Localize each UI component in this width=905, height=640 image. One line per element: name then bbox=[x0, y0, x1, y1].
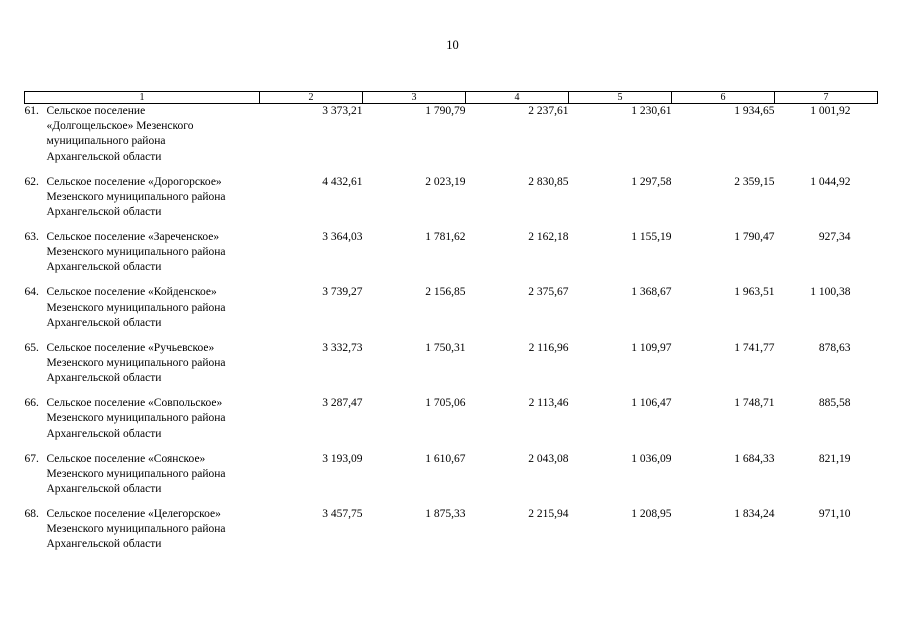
table-row bbox=[25, 175, 878, 230]
value-cell-col-2: 3 193,09 bbox=[322, 452, 363, 465]
column-header: 1 bbox=[25, 92, 260, 104]
settlement-name-line: муниципального района bbox=[46, 135, 166, 148]
table-row bbox=[25, 285, 878, 340]
value-cell-col-5: 1 155,19 bbox=[631, 230, 672, 243]
value-cell-col-7: 821,19 bbox=[818, 452, 851, 465]
settlement-name-line: Мезенского муниципального района bbox=[46, 190, 226, 203]
table-row bbox=[25, 452, 878, 507]
settlement-name-line: Сельское поселение «Ручьевское» bbox=[46, 341, 215, 354]
row-number: 64. bbox=[24, 286, 39, 299]
value-cell-col-2: 3 364,03 bbox=[322, 230, 363, 243]
value-cell-col-5: 1 106,47 bbox=[631, 397, 672, 410]
table-body bbox=[25, 104, 878, 563]
settlement-name-line: Мезенского муниципального района bbox=[46, 356, 226, 369]
page-number: 10 bbox=[446, 38, 459, 52]
settlement-name bbox=[47, 507, 260, 553]
value-cell-col-4: 2 116,96 bbox=[528, 341, 569, 354]
settlement-name-cell bbox=[25, 396, 260, 451]
value-cell-col-2: 3 287,47 bbox=[322, 397, 363, 410]
settlement-name-line: Архангельской области bbox=[46, 372, 162, 385]
value-cell-col-5: 1 208,95 bbox=[631, 507, 672, 520]
value-cell-col-7: 971,10 bbox=[818, 507, 851, 520]
table-row bbox=[25, 230, 878, 285]
value-cell-col-4: 2 830,85 bbox=[528, 175, 569, 188]
settlement-name-line: Мезенского муниципального района bbox=[46, 412, 226, 425]
column-header: 5 bbox=[569, 92, 672, 104]
value-cell-col-3: 2 156,85 bbox=[425, 286, 466, 299]
row-number: 65. bbox=[24, 341, 39, 354]
value-cell-col-3: 1 875,33 bbox=[425, 507, 466, 520]
settlement-name-cell bbox=[25, 104, 260, 175]
settlement-name-line: Сельское поселение «Соянское» bbox=[46, 452, 206, 465]
value-cell-col-3: 1 750,31 bbox=[425, 341, 466, 354]
settlement-name-line: Сельское поселение «Койденское» bbox=[46, 286, 217, 299]
settlement-name-line: Сельское поселение bbox=[46, 105, 146, 117]
value-cell-col-3: 1 781,62 bbox=[425, 230, 466, 243]
settlement-name bbox=[47, 175, 260, 221]
value-cell-col-4: 2 162,18 bbox=[528, 230, 569, 243]
settlement-name-line: Архангельской области bbox=[46, 482, 162, 495]
value-cell-col-5: 1 109,97 bbox=[631, 341, 672, 354]
column-header: 7 bbox=[775, 92, 878, 104]
row-number: 61. bbox=[24, 105, 39, 117]
table-row bbox=[25, 507, 878, 562]
value-cell-col-4: 2 043,08 bbox=[528, 452, 569, 465]
column-header: 4 bbox=[466, 92, 569, 104]
value-cell-col-7: 1 001,92 bbox=[810, 105, 851, 117]
row-number: 63. bbox=[24, 230, 39, 243]
value-cell-col-6: 1 963,51 bbox=[734, 286, 775, 299]
value-cell-col-5: 1 036,09 bbox=[631, 452, 672, 465]
row-number: 68. bbox=[24, 507, 39, 520]
value-cell-col-2: 3 457,75 bbox=[322, 507, 363, 520]
value-cell-col-6: 1 741,77 bbox=[734, 341, 775, 354]
settlement-name-line: Архангельской области bbox=[46, 261, 162, 274]
value-cell-col-6: 1 834,24 bbox=[734, 507, 775, 520]
settlement-name bbox=[47, 452, 260, 498]
settlement-name-line: Мезенского муниципального района bbox=[46, 523, 226, 536]
column-header: 2 bbox=[260, 92, 363, 104]
value-cell-col-2: 3 373,21 bbox=[322, 105, 363, 117]
settlement-name bbox=[47, 104, 260, 165]
value-cell-col-6: 1 934,65 bbox=[734, 105, 775, 117]
value-cell-col-4: 2 237,61 bbox=[528, 105, 569, 117]
settlement-name-line: Архангельской области bbox=[46, 206, 162, 218]
value-cell-col-7: 878,63 bbox=[818, 341, 851, 354]
column-header: 3 bbox=[363, 92, 466, 104]
value-cell-col-3: 1 790,79 bbox=[425, 105, 466, 117]
value-cell-col-6: 1 748,71 bbox=[734, 397, 775, 410]
settlement-name-line: Мезенского муниципального района bbox=[46, 246, 226, 259]
header-row bbox=[25, 92, 878, 104]
value-cell-col-7: 1 044,92 bbox=[810, 175, 851, 188]
value-cell-col-6: 1 684,33 bbox=[734, 452, 775, 465]
value-cell-col-6: 1 790,47 bbox=[734, 230, 775, 243]
row-number: 67. bbox=[24, 452, 39, 465]
value-cell-col-7: 927,34 bbox=[818, 230, 851, 243]
settlement-name-cell bbox=[25, 230, 260, 285]
row-number: 62. bbox=[24, 175, 39, 188]
settlement-name-line: Архангельской области bbox=[46, 427, 162, 440]
column-header: 6 bbox=[672, 92, 775, 104]
value-cell-col-4: 2 113,46 bbox=[528, 397, 569, 410]
value-cell-col-2: 4 432,61 bbox=[322, 175, 363, 188]
settlement-name-cell bbox=[25, 175, 260, 230]
value-cell-col-3: 1 705,06 bbox=[425, 397, 466, 410]
value-cell-col-4: 2 215,94 bbox=[528, 507, 569, 520]
value-cell-col-5: 1 230,61 bbox=[631, 105, 672, 117]
settlement-name-cell bbox=[25, 341, 260, 396]
settlement-name-line: «Долгощельское» Мезенского bbox=[46, 120, 194, 133]
table-row bbox=[25, 396, 878, 451]
settlement-name-line: Архангельской области bbox=[46, 316, 162, 329]
value-cell-col-2: 3 332,73 bbox=[322, 341, 363, 354]
settlement-name-line: Сельское поселение «Целегорское» bbox=[46, 507, 221, 520]
settlement-name-line: Мезенского муниципального района bbox=[46, 467, 226, 480]
settlement-name-line: Архангельской области bbox=[46, 150, 162, 163]
settlement-name-line: Сельское поселение «Дорогорское» bbox=[46, 175, 222, 188]
value-cell-col-7: 1 100,38 bbox=[810, 286, 851, 299]
value-cell-col-5: 1 368,67 bbox=[631, 286, 672, 299]
settlement-name-cell bbox=[25, 507, 260, 562]
data-table bbox=[24, 91, 878, 562]
settlement-name-line: Архангельской области bbox=[46, 538, 162, 551]
settlement-name bbox=[47, 341, 260, 387]
settlement-name-line: Сельское поселение «Совпольское» bbox=[46, 397, 223, 410]
value-cell-col-7: 885,58 bbox=[818, 397, 851, 410]
settlement-name-line: Сельское поселение «Зареченское» bbox=[46, 230, 220, 243]
value-cell-col-4: 2 375,67 bbox=[528, 286, 569, 299]
value-cell-col-2: 3 739,27 bbox=[322, 286, 363, 299]
value-cell-col-3: 1 610,67 bbox=[425, 452, 466, 465]
value-cell-col-6: 2 359,15 bbox=[734, 175, 775, 188]
value-cell-col-3: 2 023,19 bbox=[425, 175, 466, 188]
value-cell-col-5: 1 297,58 bbox=[631, 175, 672, 188]
table-row bbox=[25, 341, 878, 396]
settlement-name bbox=[47, 285, 260, 331]
settlement-name-cell bbox=[25, 285, 260, 340]
settlement-name bbox=[47, 230, 260, 276]
row-number: 66. bbox=[24, 397, 39, 410]
settlement-name-line: Мезенского муниципального района bbox=[46, 301, 226, 314]
settlement-name-cell bbox=[25, 452, 260, 507]
table-row bbox=[25, 104, 878, 175]
settlement-name bbox=[47, 396, 260, 442]
